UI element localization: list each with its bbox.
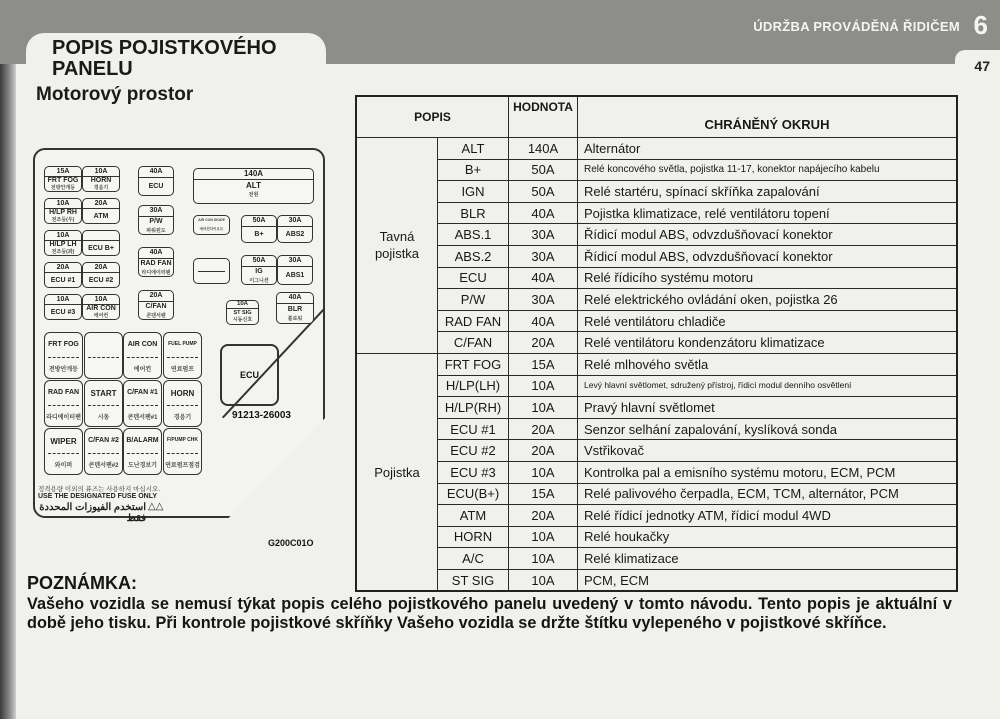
table-header-row	[356, 96, 957, 138]
fuse-name: BLR	[287, 306, 303, 313]
fuse-name-cell: ALT	[438, 138, 509, 160]
fuse	[44, 262, 82, 288]
fuse-korean-label: 블로워	[287, 316, 303, 322]
fuse-pair-b-abs2	[241, 215, 313, 243]
fuse-name: ST SIG	[233, 310, 252, 316]
fuse-name-cell: A/C	[438, 548, 509, 570]
table-row	[356, 245, 957, 267]
relay-divider	[127, 453, 158, 454]
relay-korean-label: 와이퍼	[54, 463, 73, 469]
fuse	[82, 262, 120, 288]
fuse	[82, 198, 120, 224]
header-hodnota: HODNOTA	[509, 96, 578, 138]
table-row	[356, 267, 957, 289]
table-row	[356, 375, 957, 397]
fuse-name: ABS1	[285, 272, 305, 279]
fuse-value-cell: 40A	[509, 202, 578, 224]
relay-korean-label: 도난경보기	[128, 463, 157, 469]
fuse	[44, 166, 82, 192]
fuse-name: AIR CON	[86, 305, 116, 312]
relay-divider	[167, 357, 198, 358]
circuit-cell: Relé elektrického ovládání oken, pojistka 26	[578, 289, 958, 311]
relay-divider	[88, 357, 119, 358]
fuse-value-cell: 20A	[509, 440, 578, 462]
relay-name: FRT FOG	[48, 341, 79, 348]
relay-korean-label: 라디에이터팬	[46, 415, 81, 421]
warning-korean: 정격용량 이외의 퓨즈는 사용하지 마십시오.	[38, 486, 161, 493]
fuse-value-cell: 30A	[509, 245, 578, 267]
fuse	[82, 230, 120, 256]
fuse-amp: 10A	[45, 295, 81, 305]
fuse-value-cell: 40A	[509, 267, 578, 289]
fuse-pair	[44, 294, 120, 320]
fuse-value-cell: 50A	[509, 181, 578, 203]
warning-arabic: استخدم الفيوزات المحددة فقط	[39, 502, 146, 524]
fuse-korean-label: 이그니션	[249, 278, 269, 284]
fuse-name: ATM	[93, 213, 109, 220]
fuse	[44, 294, 82, 320]
relay-divider	[48, 357, 79, 358]
spare-fuse-slot	[193, 258, 230, 284]
table-row	[356, 138, 957, 160]
fuse-amp: 50A	[242, 256, 276, 267]
fuse-amp: 10A	[83, 167, 119, 177]
fuse-name: ECU #1	[50, 277, 76, 284]
section-title-line1: POPIS POJISTKOVÉHO	[52, 37, 277, 59]
table-row	[356, 289, 957, 311]
table-row	[356, 526, 957, 548]
relay-name: START	[90, 389, 117, 398]
relay-name: C/FAN #1	[127, 389, 158, 396]
group-label-line2: pojistka	[374, 246, 420, 262]
fuse-name: ECU #3	[50, 309, 76, 316]
relay-name: FUEL PUMP	[168, 341, 197, 347]
fuse-korean-label: 전조등(좌)	[51, 249, 75, 255]
circuit-cell: Řídicí modul ABS, odvzdušňovací konektor	[578, 245, 958, 267]
fuse-name-cell: B+	[438, 159, 509, 181]
part-number: 91213-26003	[232, 410, 291, 421]
relay-divider	[127, 405, 158, 406]
diode-korean-label: 에어컨다이오드	[199, 227, 224, 231]
table-row	[356, 483, 957, 505]
fuse-name: HORN	[90, 177, 112, 184]
relay-name: HORN	[170, 389, 195, 398]
relay	[44, 332, 83, 379]
fuse-value-cell: 10A	[509, 397, 578, 419]
table-row	[356, 224, 957, 246]
relay-korean-label: 콘덴서팬#1	[127, 415, 158, 421]
fuse-name-cell: HORN	[438, 526, 509, 548]
fuse-name-cell: ECU	[438, 267, 509, 289]
fuse-amp: 30A	[139, 206, 173, 217]
relay-korean-label: 콘덴서팬#2	[88, 463, 119, 469]
fuse-amp: 50A	[242, 216, 276, 227]
fuse-b-plus	[241, 215, 277, 243]
relay	[84, 428, 123, 475]
relay	[123, 428, 162, 475]
group-label-line1: Tavná	[379, 229, 415, 245]
circuit-cell: Alternátor	[578, 138, 958, 160]
fuse-name-cell: H/LP(RH)	[438, 397, 509, 419]
fuse-name-cell: IGN	[438, 181, 509, 203]
fuse-abs2	[277, 215, 313, 243]
fuse-value-cell: 10A	[509, 569, 578, 591]
fuse-name: IG	[255, 268, 263, 275]
fuse-name: RAD FAN	[140, 260, 172, 267]
fuse	[44, 230, 82, 256]
fuse-name: B+	[254, 231, 264, 238]
chapter-title: ÚDRŽBA PROVÁDĚNÁ ŘIDIČEM	[753, 19, 960, 34]
fuse	[82, 166, 120, 192]
fuse-name-cell: BLR	[438, 202, 509, 224]
fuse-name-cell: FRT FOG	[438, 353, 509, 375]
fuse-amp: 20A	[83, 199, 119, 209]
table-row	[356, 181, 957, 203]
relay	[163, 380, 202, 427]
fuse-amp: 10A	[45, 231, 81, 241]
fuse-korean-label: 경음기	[93, 185, 109, 191]
fuse-pair	[44, 166, 120, 192]
fuse-value-cell: 30A	[509, 224, 578, 246]
fuse-alt	[193, 168, 314, 204]
table-row	[356, 353, 957, 375]
fuse	[138, 247, 174, 277]
table-row	[356, 569, 957, 591]
relay-name	[85, 341, 122, 351]
fuse	[44, 198, 82, 224]
fuse-value-cell: 10A	[509, 375, 578, 397]
aircon-diode	[193, 215, 230, 235]
fuse	[138, 290, 174, 320]
ecu-module	[220, 344, 279, 406]
fuse-value-cell: 50A	[509, 159, 578, 181]
fuse	[138, 166, 174, 196]
relay-korean-label: 에어컨	[133, 367, 152, 373]
fuse	[138, 205, 174, 235]
fuse-korean-label: 파워윈도	[146, 228, 166, 234]
relay-korean-label: 전방안개등	[49, 367, 78, 373]
fuse-amp: 20A	[139, 291, 173, 302]
circuit-cell: Relé mlhového světla	[578, 353, 958, 375]
fuse-name: P/W	[149, 218, 163, 225]
relay-korean-label: 경음기	[173, 415, 192, 421]
relay-divider	[48, 405, 79, 406]
relay	[44, 380, 83, 427]
circuit-cell: Relé řídicího systému motoru	[578, 267, 958, 289]
fuse-korean-label: 에어컨	[93, 313, 109, 319]
fuse-name: H/LP RH	[49, 209, 77, 216]
fuse-value-cell: 30A	[509, 289, 578, 311]
fuse-value-cell: 20A	[509, 332, 578, 354]
fuse-pair	[44, 262, 120, 288]
fuse-value-cell: 20A	[509, 418, 578, 440]
fuse-value-cell: 15A	[509, 353, 578, 375]
fuse-korean-label: 전조등(우)	[51, 217, 75, 223]
fuse-amp: 30A	[278, 216, 312, 227]
relay-name: F/PUMP CHK	[166, 437, 199, 443]
fuse-name-cell: ECU #2	[438, 440, 509, 462]
relay-divider	[127, 357, 158, 358]
fuse-name: ABS2	[285, 231, 305, 238]
table-row	[356, 332, 957, 354]
subsection-title: Motorový prostor	[36, 84, 194, 105]
ecu-label: ECU	[239, 370, 259, 380]
book-spine-shadow	[0, 0, 16, 719]
fuse-abs1	[277, 255, 313, 285]
fuse-name-cell: ABS.1	[438, 224, 509, 246]
fuse-amp: 10A	[83, 295, 119, 305]
relay-divider	[48, 453, 79, 454]
circuit-cell: Kontrolka pal a emisního systému motoru, ECM, PCM	[578, 461, 958, 483]
circuit-cell: Relé koncového světla, pojistka 11-17, konektor napájecího kabelu	[578, 159, 958, 181]
table-row	[356, 159, 957, 181]
fuse-korean-label: 라디에이터팬	[141, 270, 171, 276]
circuit-cell: Pojistka klimatizace, relé ventilátoru topení	[578, 202, 958, 224]
fuse-value-cell: 40A	[509, 310, 578, 332]
circuit-cell: Pravý hlavní světlomet	[578, 397, 958, 419]
fuse-name-cell: RAD FAN	[438, 310, 509, 332]
circuit-cell: Řídicí modul ABS, odvzdušňovací konektor	[578, 224, 958, 246]
fuse-value-cell: 20A	[509, 505, 578, 527]
table-row	[356, 548, 957, 570]
fuse-name: FRT FOG	[47, 177, 79, 184]
warning-english: USE THE DESIGNATED FUSE ONLY	[38, 493, 158, 500]
fuse-name: C/FAN	[145, 303, 167, 310]
fuse-name: ALT	[246, 181, 261, 190]
fuse-amp: 10A	[45, 199, 81, 209]
fuse-korean-label: 전원	[248, 192, 259, 198]
relay	[123, 332, 162, 379]
fuse-pair	[44, 230, 120, 256]
relay-name: AIR CON	[127, 341, 158, 348]
relay-name: B/ALARM	[126, 437, 159, 444]
relay	[44, 428, 83, 475]
header-chraneny-okruh: CHRÁNĚNÝ OKRUH	[578, 96, 958, 138]
fuse-name-cell: C/FAN	[438, 332, 509, 354]
relay-divider	[88, 453, 119, 454]
table-row	[356, 505, 957, 527]
table-row	[356, 202, 957, 224]
fuse-amp: 30A	[278, 256, 312, 267]
circuit-cell: Relé klimatizace	[578, 548, 958, 570]
fuse-amp: 20A	[45, 263, 81, 273]
circuit-cell: Relé ventilátoru kondenzátoru klimatizace	[578, 332, 958, 354]
fuse-value-cell: 140A	[509, 138, 578, 160]
relay-name: RAD FAN	[47, 389, 80, 396]
relay-divider	[88, 405, 119, 406]
relay-korean-label: 시동	[97, 415, 110, 421]
fuse-amp	[83, 231, 119, 241]
fuse-name: ECU #2	[88, 277, 114, 284]
fuse-blr	[276, 292, 314, 324]
circuit-cell: Relé startéru, spínací skříňka zapalování	[578, 181, 958, 203]
fuse-name-cell: ECU #3	[438, 461, 509, 483]
table-row	[356, 440, 957, 462]
fuse-table-body	[356, 138, 957, 592]
fuse-pair-ig-abs1	[241, 255, 313, 285]
section-title-line2: PANELU	[52, 58, 133, 80]
fuse-name-cell: P/W	[438, 289, 509, 311]
table-row	[356, 397, 957, 419]
fuse-amp: 140A	[194, 169, 313, 180]
relay-korean-label: 연료펌프	[170, 367, 195, 373]
diode-name: AIR CON DIODE	[198, 218, 225, 222]
circuit-cell: Vstřikovač	[578, 440, 958, 462]
fuse-name-cell: H/LP(LH)	[438, 375, 509, 397]
fuse-amp: 40A	[139, 167, 173, 178]
header-popis: POPIS	[356, 96, 509, 138]
fuse-name-cell: ATM	[438, 505, 509, 527]
relay	[84, 380, 123, 427]
fuse-group-label	[356, 138, 438, 354]
fuse-value-cell: 10A	[509, 461, 578, 483]
circuit-cell: Relé ventilátoru chladiče	[578, 310, 958, 332]
fuse-korean-label: 전방안개등	[50, 185, 76, 191]
circuit-cell: PCM, ECM	[578, 569, 958, 591]
fuse-name-cell: ST SIG	[438, 569, 509, 591]
fuse-table	[355, 95, 958, 592]
fuse-korean-label: 콘덴서팬	[146, 313, 166, 319]
fuse-amp: 10A	[227, 301, 258, 309]
note-text: Vašeho vozidla se nemusí týkat popis celého pojistkového panelu uvedený v tomto návodu. Tento popis je aktuální v době jeho tisku. Při kontrole pojistkové skříňky Vašeho vozidla se držte štítku vylepeného v pojistkové skříňce.	[27, 595, 952, 632]
relay-name: WIPER	[50, 437, 77, 446]
fuse-amp: 15A	[45, 167, 81, 177]
fuse-pair	[44, 198, 120, 224]
fuse-korean-label: 시동신호	[232, 317, 253, 323]
fuse-value-cell: 15A	[509, 483, 578, 505]
circuit-cell: Senzor selhání zapalování, kyslíková sonda	[578, 418, 958, 440]
fuse-amp: 40A	[277, 293, 313, 304]
fuse-name: ECU	[148, 183, 164, 190]
fuse-name-cell: ECU #1	[438, 418, 509, 440]
figure-code: G200C01O	[268, 538, 314, 548]
fuse-ig	[241, 255, 277, 285]
relay-divider	[167, 405, 198, 406]
relay	[163, 428, 202, 475]
table-row	[356, 461, 957, 483]
warning-triangle-icon: △△	[148, 501, 164, 512]
relay	[84, 332, 123, 379]
group-label-line1: Pojistka	[374, 464, 420, 480]
relay-korean-label: 연료펌프점검	[165, 463, 200, 469]
circuit-cell: Relé palivového čerpadla, ECM, TCM, alternátor, PCM	[578, 483, 958, 505]
table-row	[356, 310, 957, 332]
fuse-value-cell: 10A	[509, 526, 578, 548]
fuse-amp: 40A	[139, 248, 173, 259]
fuse-value-cell: 10A	[509, 548, 578, 570]
chapter-number: 6	[973, 10, 988, 40]
circuit-cell: Relé řídicí jednotky ATM, řídicí modul 4WD	[578, 505, 958, 527]
note-heading: POZNÁMKA:	[27, 573, 137, 593]
fuse-name: ECU B+	[88, 245, 114, 252]
fuse-group-label	[356, 353, 438, 591]
page-number: 47	[974, 58, 990, 74]
circuit-cell: Levý hlavní světlomet, sdružený přístroj, řídicí modul denního osvětlení	[578, 375, 958, 397]
relay	[123, 380, 162, 427]
fuse	[82, 294, 120, 320]
circuit-cell: Relé houkačky	[578, 526, 958, 548]
section-title	[52, 38, 277, 80]
relay-name: C/FAN #2	[88, 437, 119, 444]
relay-divider	[167, 453, 198, 454]
fuse-st-sig	[226, 300, 259, 325]
relay	[163, 332, 202, 379]
fuse-name-cell: ABS.2	[438, 245, 509, 267]
slot-line	[198, 271, 225, 272]
table-row	[356, 418, 957, 440]
fuse-name-cell: ECU(B+)	[438, 483, 509, 505]
fuse-name: H/LP LH	[49, 241, 77, 248]
fuse-amp: 20A	[83, 263, 119, 273]
